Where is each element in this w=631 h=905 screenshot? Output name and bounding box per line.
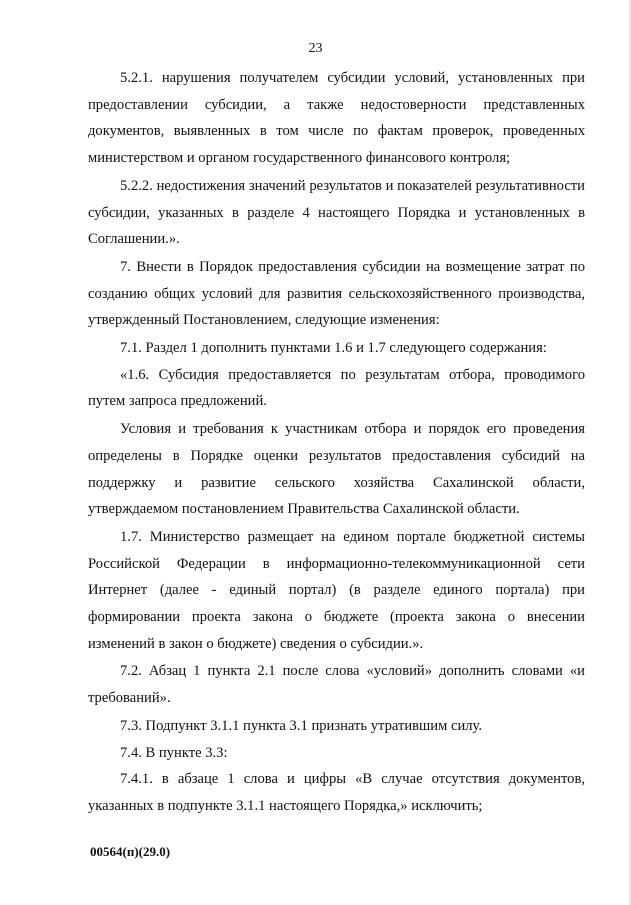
paragraph-7-3: 7.3. Подпункт 3.1.1 пункта 3.1 признать утратившим силу. xyxy=(120,717,483,734)
paragraph-selection-conditions: Условия и требования к участникам отбора и порядок его проведения определены в Порядке оценки результатов предоставления субсидий на поддержку и развитие сельского хозяйства Сахалинской области, утверждаемом постановлением Правительства Сахалинской области. xyxy=(88,421,585,518)
paragraph-1-7: 1.7. Министерство размещает на едином портале бюджетной системы Российской Федерации в информационно-телекоммуникационной сети Интернет (далее - единый портал) (в разделе единого портала) при формировании проекта закона о бюджете (проекта закона о внесении изменений в закон о бюджете) сведения о субсидии.». xyxy=(88,528,585,652)
document-body xyxy=(88,65,585,820)
page-number: 23 xyxy=(308,41,323,56)
paragraph-5-2-1: 5.2.1. нарушения получателем субсидии условий, установленных при предоставлении субсидии, а также недостоверности представленных документов, выявленных в том числе по фактам проверок, проведенных министерством и органом государственного финансового контроля; xyxy=(88,70,585,167)
paragraph-5-2-2: 5.2.2. недостижения значений результатов и показателей результативности субсидии, указанных в разделе 4 настоящего Порядка и установленных в Соглашении.». xyxy=(88,177,585,248)
paragraph-7-2: 7.2. Абзац 1 пункта 2.1 после слова «условий» дополнить словами «и требований». xyxy=(88,663,585,707)
paragraph-7-4-1: 7.4.1. в абзаце 1 слова и цифры «В случае отсутствия документов, указанных в подпункте 3.1.1 настоящего Порядка,» исключить; xyxy=(88,771,585,814)
paragraph-7-1: 7.1. Раздел 1 дополнить пунктами 1.6 и 1.7 следующего содержания: xyxy=(120,340,547,357)
paragraph-1-6: «1.6. Субсидия предоставляется по результатам отбора, проводимого путем запроса предложений. xyxy=(88,366,585,410)
document-code: 00564(п)(29.0) xyxy=(90,844,171,859)
paragraph-7: 7. Внести в Порядок предоставления субсидии на возмещение затрат по созданию общих условий для развития сельскохозяйственного производства, утвержденный Постановлением, следующие изменения: xyxy=(88,258,585,329)
paragraph-7-4: 7.4. В пункте 3.3: xyxy=(120,744,228,761)
